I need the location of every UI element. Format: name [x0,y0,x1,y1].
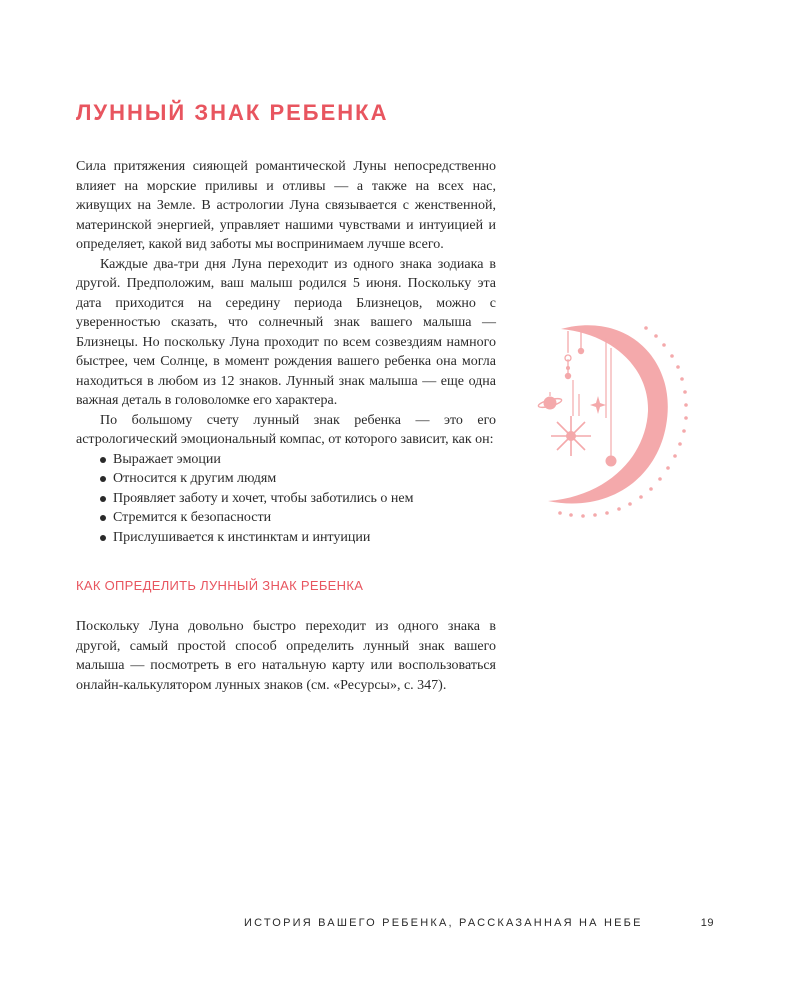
section-subheading: КАК ОПРЕДЕЛИТЬ ЛУННЫЙ ЗНАК РЕБЕНКА [76,578,364,593]
saturn-icon [538,392,563,410]
list-item: Относится к другим людям [100,469,496,489]
main-text [76,157,496,547]
crescent-moon-icon [528,316,698,526]
page-number: 19 [700,917,714,929]
bullet-list [76,450,496,548]
list-item: Стремится к безопасности [100,508,496,528]
section-text [76,617,496,695]
running-title: ИСТОРИЯ ВАШЕГО РЕБЕНКА, РАССКАЗАННАЯ НА НЕБЕ [244,917,643,929]
moon-crescent-shape [548,325,668,503]
sparkle-icon [590,396,606,414]
star-icon [551,416,591,456]
list-item: Выражает эмоции [100,450,496,470]
list-item: Прислушивается к инстинктам и интуиции [100,528,496,548]
paragraph-2: Каждые два-три дня Луна переходит из одного знака зодиака в другой. Предположим, ваш малыш родился 5 июня. Поскольку эта дата приходится на середину периода Близнецов, можно с уверенностью сказать, что солнечный знак вашего малыша — Близнецы. Но поскольку Луна проходит по всем созвездиям намного быстрее, чем Солнце, в момент рождения вашего ребенка она могла находиться в любом из 12 знаков. Лунный знак малыша — еще одна важная деталь в головоломке его характера. [76,256,496,408]
page-title: ЛУННЫЙ ЗНАК РЕБЕНКА [76,100,389,125]
paragraph-1: Сила притяжения сияющей романтической Луны непосредственно влияет на морские приливы и отливы — а также на всех нас, живущих на Земле. В астрологии Луна связывается с женственной, материнской энергией, управляет нашими чувствами и интуицией и определяет, какой вид заботы мы воспринимаем лучше всего. [76,159,496,252]
paragraph-4: Поскольку Луна довольно быстро переходит из одного знака в другой, самый простой способ определить лунный знак вашего малыша — посмотреть в его натальную карту или воспользоваться онлайн-калькулятором лунных знаков (см. «Ресурсы», с. 347). [76,619,496,693]
page-footer [244,917,714,929]
list-item: Проявляет заботу и хочет, чтобы заботились о нем [100,489,496,509]
paragraph-3: По большому счету лунный знак ребенка — это его астрологический эмоциональный компас, от которого зависит, как он: [76,412,496,447]
